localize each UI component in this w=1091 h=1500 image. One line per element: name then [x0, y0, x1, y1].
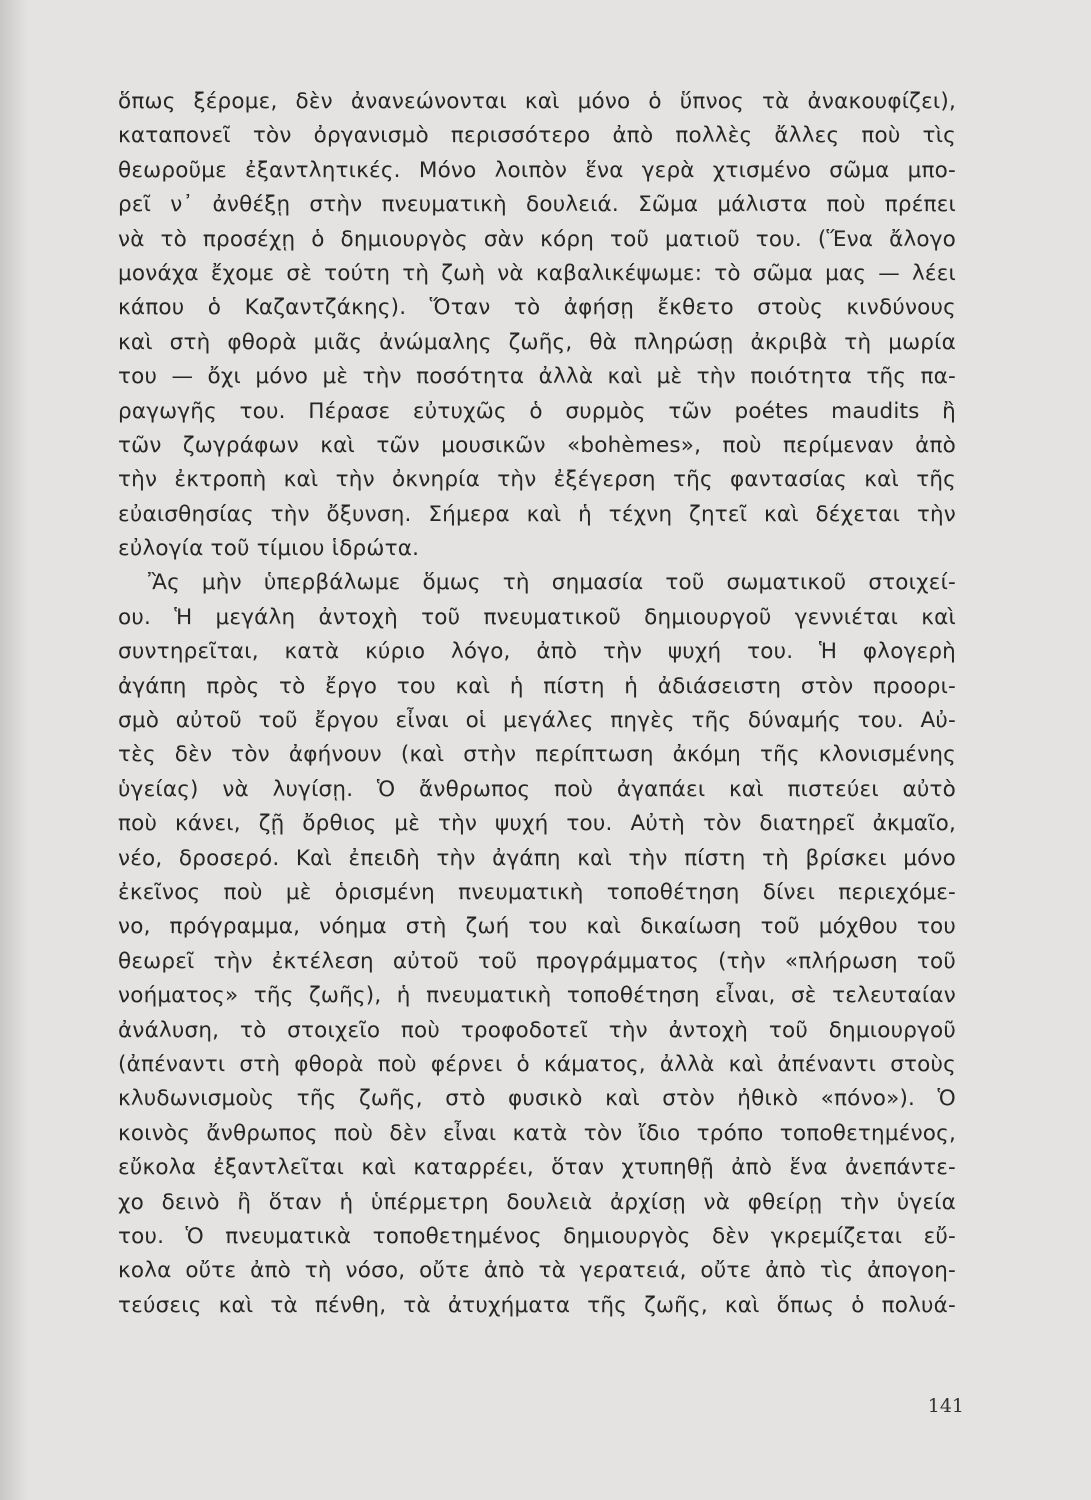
text-line: ὑγείας) νὰ λυγίσῃ. Ὁ ἄνθρωπος ποὺ ἀγαπάει καὶ πιστεύει αὐτὸ	[118, 776, 956, 802]
text-line: (ἀπέναντι στὴ φθορὰ ποὺ φέρνει ὁ κάματος, ἀλλὰ καὶ ἀπέναντι στοὺς	[118, 1051, 956, 1077]
text-line: κάπου ὁ Καζαντζάκης). Ὅταν τὸ ἀφήσῃ ἔκθετο στοὺς κινδύνους	[118, 295, 956, 321]
text-line: σμὸ αὐτοῦ τοῦ ἔργου εἶναι οἱ μεγάλες πηγὲς τῆς δύναμής του. Αὐ-	[118, 708, 956, 734]
text-line: του. Ὁ πνευματικὰ τοποθετημένος δημιουργὸς δὲν γκρεμίζεται εὔ-	[118, 1223, 956, 1249]
text-line: θεωροῦμε ἐξαντλητικές. Μόνο λοιπὸν ἕνα γερὰ χτισμένο σῶμα μπο-	[118, 157, 956, 183]
text-line: καὶ στὴ φθορὰ μιᾶς ἀνώμαλης ζωῆς, θὰ πληρώσῃ ἀκριβὰ τὴ μωρία	[118, 329, 956, 355]
text-line: νοήματος» τῆς ζωῆς), ἡ πνευματικὴ τοποθέτηση εἶναι, σὲ τελευταίαν	[118, 983, 956, 1009]
text-line: χο δεινὸ ἢ ὅταν ἡ ὑπέρμετρη δουλειὰ ἀρχίσῃ νὰ φθείρῃ τὴν ὑγεία	[118, 1189, 956, 1215]
text-line: μονάχα ἔχομε σὲ τούτη τὴ ζωὴ νὰ καβαλικέψωμε: τὸ σῶμα μας — λέει	[118, 260, 956, 286]
text-line: τὴν ἐκτροπὴ καὶ τὴν ὀκνηρία τὴν ἐξέγερση τῆς φαντασίας καὶ τῆς	[118, 467, 956, 493]
text-line: τῶν ζωγράφων καὶ τῶν μουσικῶν «bohèmes», ποὺ περίμεναν ἀπὸ	[118, 432, 956, 458]
text-line: ἐκεῖνος ποὺ μὲ ὁρισμένη πνευματικὴ τοποθέτηση δίνει περιεχόμε-	[118, 879, 956, 905]
text-line: ἀνάλυση, τὸ στοιχεῖο ποὺ τροφοδοτεῖ τὴν ἀντοχὴ τοῦ δημιουργοῦ	[118, 1017, 956, 1043]
text-line: κλυδωνισμοὺς τῆς ζωῆς, στὸ φυσικὸ καὶ στὸν ἠθικὸ «πόνο»). Ὁ	[118, 1086, 956, 1112]
text-line: του — ὄχι μόνο μὲ τὴν ποσότητα ἀλλὰ καὶ μὲ τὴν ποιότητα τῆς πα-	[118, 364, 956, 390]
page-number: 141	[927, 1395, 964, 1417]
text-line: κολα οὔτε ἀπὸ τὴ νόσο, οὔτε ἀπὸ τὰ γερατειά, οὔτε ἀπὸ τὶς ἀπογοη-	[118, 1258, 956, 1284]
text-line: ποὺ κάνει, ζῇ ὄρθιος μὲ τὴν ψυχή του. Αὐτὴ τὸν διατηρεῖ ἀκμαῖο,	[118, 811, 956, 837]
text-line: καταπονεῖ τὸν ὀργανισμὸ περισσότερο ἀπὸ πολλὲς ἄλλες ποὺ τὶς	[118, 123, 956, 149]
text-line: κοινὸς ἄνθρωπος ποὺ δὲν εἶναι κατὰ τὸν ἴδιο τρόπο τοποθετημένος,	[118, 1120, 956, 1146]
text-line: εὐαισθησίας τὴν ὄξυνση. Σήμερα καὶ ἡ τέχνη ζητεῖ καὶ δέχεται τὴν	[118, 501, 956, 527]
text-line: νὰ τὸ προσέχῃ ὁ δημιουργὸς σὰν κόρη τοῦ ματιοῦ του. (Ἕνα ἄλογο	[118, 226, 956, 252]
text-line: συντηρεῖται, κατὰ κύριο λόγο, ἀπὸ τὴν ψυχή του. Ἡ φλογερὴ	[118, 639, 956, 665]
page-gutter-shadow	[0, 0, 28, 1500]
text-line: τεύσεις καὶ τὰ πένθη, τὰ ἀτυχήματα τῆς ζωῆς, καὶ ὅπως ὁ πολυά-	[118, 1292, 956, 1318]
text-line: νο, πρόγραμμα, νόημα στὴ ζωή του καὶ δικαίωση τοῦ μόχθου του	[118, 914, 956, 940]
text-line: ρεῖ ν᾿ ἀνθέξῃ στὴν πνευματικὴ δουλειά. Σῶμα μάλιστα ποὺ πρέπει	[118, 192, 956, 218]
text-line: ὅπως ξέρομε, δὲν ἀνανεώνονται καὶ μόνο ὁ ὕπνος τὰ ἀνακουφίζει),	[118, 89, 956, 114]
text-line: τὲς δὲν τὸν ἀφήνουν (καὶ στὴν περίπτωση ἀκόμη τῆς κλονισμένης	[118, 742, 956, 768]
text-line: νέο, δροσερό. Καὶ ἐπειδὴ τὴν ἀγάπη καὶ τὴν πίστη τὴ βρίσκει μόνο	[118, 845, 956, 871]
text-line: ου. Ἡ μεγάλη ἀντοχὴ τοῦ πνευματικοῦ δημιουργοῦ γεννιέται καὶ	[118, 604, 956, 630]
paragraph-start-line: Ἂς μὴν ὑπερβάλωμε ὅμως τὴ σημασία τοῦ σωματικοῦ στοιχεί-	[148, 570, 956, 596]
paragraph-end-line: εὐλογία τοῦ τίμιου ἱδρώτα.	[118, 536, 420, 562]
text-line: εὔκολα ἐξαντλεῖται καὶ καταρρέει, ὅταν χτυπηθῇ ἀπὸ ἕνα ἀνεπάντε-	[118, 1155, 956, 1181]
text-line: ἀγάπη πρὸς τὸ ἔργο του καὶ ἡ πίστη ἡ ἀδιάσειστη στὸν προορι-	[118, 673, 956, 699]
body-text	[118, 85, 956, 1323]
text-line: θεωρεῖ τὴν ἐκτέλεση αὐτοῦ τοῦ προγράμματος (τὴν «πλήρωση τοῦ	[118, 948, 956, 974]
text-line: ραγωγῆς του. Πέρασε εὐτυχῶς ὁ συρμὸς τῶν poétes maudits ἢ	[118, 398, 956, 424]
